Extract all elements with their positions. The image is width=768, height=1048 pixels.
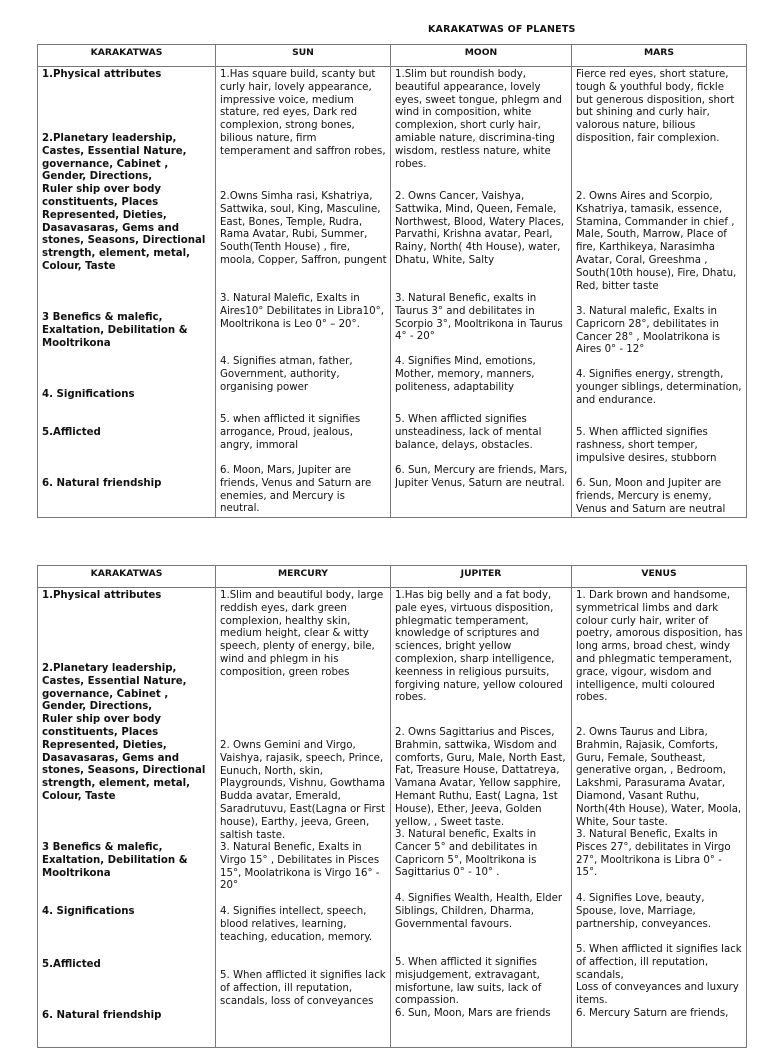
karakatwas-labels-column	[38, 588, 216, 1048]
venus-column	[572, 588, 747, 1048]
label-physical-attributes: 1.Physical attributes	[42, 590, 162, 601]
page-title: KARAKATWAS OF PLANETS	[428, 24, 576, 35]
mars-significations: 4. Signifies energy, strength, younger siblings, determination, and endurance.	[576, 369, 742, 406]
label-afflicted: 5.Afflicted	[42, 959, 101, 970]
mars-natural-friendship: 6. Sun, Moon and Jupiter are friends, Mercury is enemy, Venus and Saturn are neutral	[576, 478, 726, 515]
jupiter-natural-friendship: 6. Sun, Moon, Mars are friends	[395, 1008, 551, 1019]
header-venus: VENUS	[572, 566, 747, 588]
jupiter-column	[391, 588, 572, 1048]
venus-planetary-leadership: 2. Owns Taurus and Libra, Brahmin, Rajasik, Comforts, Guru, Female, Southeast, generative organ, , Bedroom, Lakshmi, Parasurama Avatar, Diamond, Vasant Ruthu, North(4th House), Water, Moola, White, Sour taste.	[576, 727, 742, 828]
sun-column	[216, 67, 391, 518]
moon-benefic-malefic: 3. Natural Benefic, exalts in Taurus 3° and debilitates in Scorpio 3°, Mooltrikona in Taurus 4° - 20°	[395, 293, 563, 343]
label-afflicted: 5.Afflicted	[42, 427, 101, 438]
label-significations: 4. Significations	[42, 389, 135, 400]
mercury-planetary-leadership: 2. Owns Gemini and Virgo, Vaishya, rajasik, speech, Prince, Eunuch, North, skin, Playgrounds, Vishnu, Gowthama Budda avatar, Emerald, Saradrutuvu, East(Lagna or First house), Earthy, jeeva, Green, saltish taste.	[220, 740, 386, 841]
header-mercury: MERCURY	[216, 566, 391, 588]
label-benefics-malefic: 3 Benefics & malefic, Exaltation, Debilitation & Mooltrikona	[42, 312, 188, 349]
venus-benefic-malefic: 3. Natural Benefic, Exalts in Pisces 27°, debilitates in Virgo 27°, Mooltrikona is Libra 0° - 15°.	[576, 829, 731, 879]
moon-planetary-leadership: 2. Owns Cancer, Vaishya, Sattwika, Mind, Queen, Female, Northwest, Blood, Watery Places, Parvathi, Krishna avatar, Pearl, Rainy, North( 4th House), water, Dhatu, White, Salty	[395, 191, 565, 266]
karakatwas-table-2	[37, 565, 747, 1048]
karakatwas-table-1	[37, 44, 747, 518]
table-body-row	[38, 67, 747, 518]
sun-physical-attributes: 1.Has square build, scanty but curly hair, lovely appearance, impressive voice, medium stature, red eyes, Dark red complexion, strong bones, bilious nature, firm temperament and saffron robes,	[220, 69, 386, 157]
mercury-physical-attributes: 1.Slim and beautiful body, large reddish eyes, dark green complexion, healthy skin, medium height, clear & witty speech, plenty of energy, bile, wind and phlegm in his composition, green robes	[220, 590, 384, 678]
moon-physical-attributes: 1.Slim but roundish body, beautiful appearance, lovely eyes, sweet tongue, phlegm and wind in composition, white complexion, short curly hair, amiable nature, discrimina-ting wisdom, restless nature, white robes.	[395, 69, 562, 170]
label-planetary-leadership: 2.Planetary leadership, Castes, Essential Nature, governance, Cabinet , Gender, Directions, Ruler ship over body constituents, Places Represented, Dieties, Dasavasaras, Gems and stones, Seasons, Directional strength, element, metal, Colour, Taste	[42, 133, 206, 272]
sun-natural-friendship: 6. Moon, Mars, Jupiter are friends, Venus and Saturn are enemies, and Mercury is neutral.	[220, 465, 372, 515]
header-moon: MOON	[391, 45, 572, 67]
moon-afflicted: 5. When afflicted signifies unsteadiness, lack of mental balance, delays, obstacles.	[395, 414, 542, 451]
label-natural-friendship: 6. Natural friendship	[42, 478, 162, 489]
mercury-column	[216, 588, 391, 1048]
mars-planetary-leadership: 2. Owns Aires and Scorpio, Kshatriya, tamasik, essence, Stamina, Commander in chief , Male, South, Marrow, Place of fire, Karthikeya, Narasimha Avatar, Coral, Greeshma , South(10th house), Fire, Dhatu, Red, bitter taste	[576, 191, 737, 292]
moon-natural-friendship: 6. Sun, Mercury are friends, Mars, Jupiter Venus, Saturn are neutral.	[395, 465, 568, 489]
jupiter-significations: 4. Signifies Wealth, Health, Elder Siblings, Children, Dharma, Governmental favours.	[395, 893, 563, 930]
jupiter-afflicted: 5. When afflicted it signifies misjudgement, extravagant, misfortune, law suits, lack of compassion.	[395, 957, 542, 1007]
header-karakatwas: KARAKATWAS	[38, 45, 216, 67]
mercury-significations: 4. Signifies intellect, speech, blood relatives, learning, teaching, education, memory.	[220, 906, 373, 943]
label-benefics-malefic: 3 Benefics & malefic, Exaltation, Debilitation & Mooltrikona	[42, 842, 188, 879]
label-planetary-leadership: 2.Planetary leadership, Castes, Essential Nature, governance, Cabinet , Gender, Directions, Ruler ship over body constituents, Places Represented, Dieties, Dasavasaras, Gems and stones, Seasons, Directional strength, element, metal, Colour, Taste	[42, 663, 206, 802]
sun-planetary-leadership: 2.Owns Simha rasi, Kshatriya, Sattwika, soul, King, Masculine, East, Bones, Temple, Rudra, Rama Avatar, Rubi, Summer, South(Tenth House) , fire, moola, Copper, Saffron, pungent	[220, 191, 387, 266]
jupiter-planetary-leadership: 2. Owns Sagittarius and Pisces, Brahmin, sattwika, Wisdom and comforts, Guru, Male, North East, Fat, Treasure House, Dattatreya, Vamana Avatar, Yellow sapphire, Hemant Ruthu, East( Lagna, 1st House), Ether, Jeeva, Golden yellow, , Sweet taste.	[395, 727, 566, 828]
karakatwas-labels-column	[38, 67, 216, 518]
venus-afflicted: 5. When afflicted it signifies lack of affection, ill reputation, scandals, Loss of conveyances and luxury items.	[576, 944, 742, 1007]
sun-afflicted: 5. when afflicted it signifies arrogance, Proud, jealous, angry, immoral	[220, 414, 361, 451]
moon-significations: 4. Signifies Mind, emotions, Mother, memory, manners, politeness, adaptability	[395, 356, 536, 393]
label-natural-friendship: 6. Natural friendship	[42, 1010, 162, 1021]
header-sun: SUN	[216, 45, 391, 67]
jupiter-benefic-malefic: 3. Natural benefic, Exalts in Cancer 5° and debilitates in Capricorn 5°, Mooltrikona is Sagittarius 0° - 10° .	[395, 829, 538, 879]
mercury-benefic-malefic: 3. Natural Benefic, Exalts in Virgo 15° , Debilitates in Pisces 15°, Moolatrikona is Virgo 16° - 20°	[220, 842, 380, 892]
venus-physical-attributes: 1. Dark brown and handsome, symmetrical limbs and dark colour curly hair, writer of poetry, amorous disposition, has long arms, broad chest, windy and phlegmatic temperament, grace, vigour, wisdom and intelligence, multi coloured robes.	[576, 590, 743, 704]
mercury-afflicted: 5. When afflicted it signifies lack of affection, ill reputation, scandals, loss of conveyances	[220, 970, 386, 1007]
table-header-row	[38, 45, 747, 67]
table-body-row	[38, 588, 747, 1048]
mars-benefic-malefic: 3. Natural malefic, Exalts in Capricorn 28°, debilitates in Cancer 28° , Moolatrikona is Aires 0° - 12°	[576, 306, 721, 356]
header-mars: MARS	[572, 45, 747, 67]
header-karakatwas: KARAKATWAS	[38, 566, 216, 588]
moon-column	[391, 67, 572, 518]
header-jupiter: JUPITER	[391, 566, 572, 588]
mars-afflicted: 5. When afflicted signifies rashness, short temper, impulsive desires, stubborn	[576, 427, 717, 464]
label-physical-attributes: 1.Physical attributes	[42, 69, 162, 80]
venus-significations: 4. Signifies Love, beauty, Spouse, love, Marriage, partnership, conveyances.	[576, 893, 712, 930]
sun-benefic-malefic: 3. Natural Malefic, Exalts in Aires10° Debilitates in Libra10°, Mooltrikona is Leo 0° – 20°.	[220, 293, 384, 330]
venus-natural-friendship: 6. Mercury Saturn are friends,	[576, 1008, 729, 1019]
mars-column	[572, 67, 747, 518]
jupiter-physical-attributes: 1.Has big belly and a fat body, pale eyes, virtuous disposition, phlegmatic temperament, knowledge of scriptures and sciences, bright yellow complexion, sharp intelligence, keenness in religious pursuits, forgiving nature, yellow coloured robes.	[395, 590, 563, 704]
sun-significations: 4. Signifies atman, father, Government, authority, organising power	[220, 356, 353, 393]
mars-physical-attributes: Fierce red eyes, short stature, tough & youthful body, fickle but generous disposition, short but shining and curly hair, valorous nature, bilious disposition, fair complexion.	[576, 69, 735, 144]
label-significations: 4. Significations	[42, 906, 135, 917]
table-header-row	[38, 566, 747, 588]
